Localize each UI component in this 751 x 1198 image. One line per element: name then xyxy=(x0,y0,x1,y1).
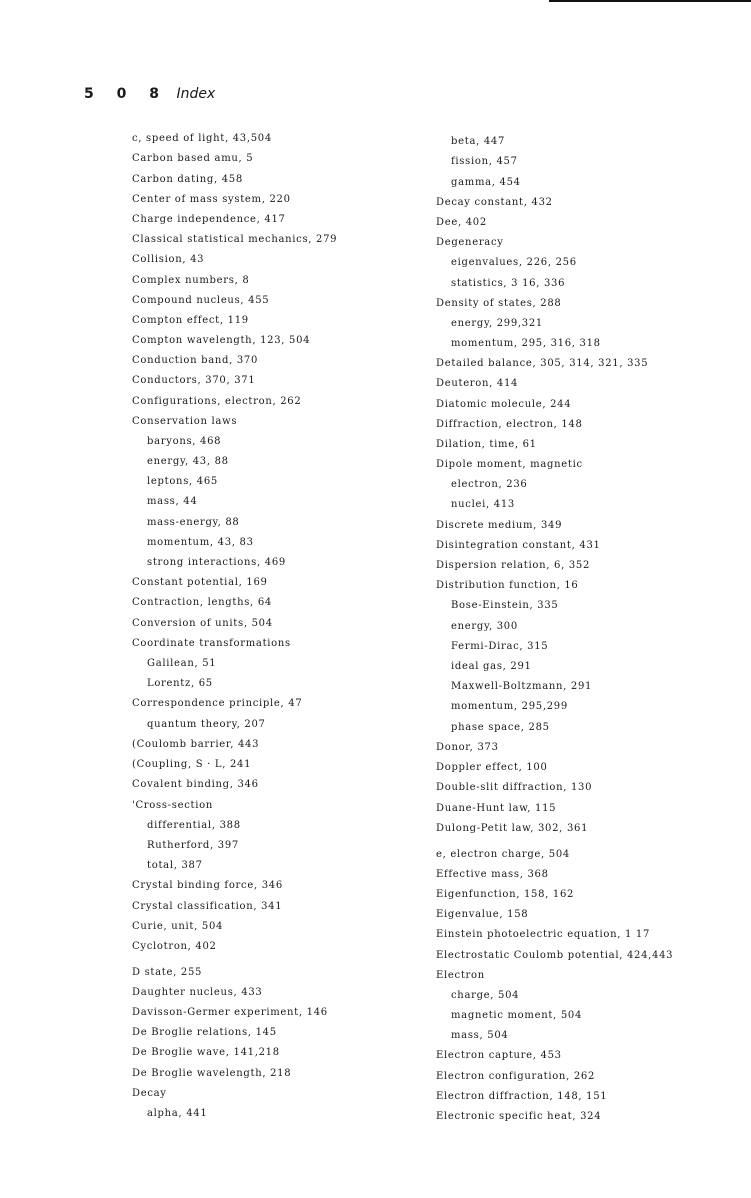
index-subentry: Fermi-Dirac, 315 xyxy=(451,641,549,652)
index-subentry: momentum, 43, 83 xyxy=(147,537,254,548)
index-entry: Electrostatic Coulomb potential, 424,443 xyxy=(436,950,674,961)
index-entry: Crystal classification, 341 xyxy=(132,901,283,912)
index-entry: Effective mass, 368 xyxy=(436,869,549,880)
index-subentry: Maxwell-Boltzmann, 291 xyxy=(451,681,593,692)
index-entry: Decay xyxy=(132,1088,167,1099)
index-subentry: energy, 300 xyxy=(451,621,518,632)
index-entry: Classical statistical mechanics, 279 xyxy=(132,234,338,245)
index-subentry: Rutherford, 397 xyxy=(147,840,239,851)
index-entry: Conversion of units, 504 xyxy=(132,618,273,629)
index-subentry: Galilean, 51 xyxy=(147,658,217,669)
index-entry: Decay constant, 432 xyxy=(436,197,553,208)
index-entry: Compound nucleus, 455 xyxy=(132,295,270,306)
index-subentry: alpha, 441 xyxy=(147,1108,208,1119)
index-entry: Collision, 43 xyxy=(132,254,205,265)
index-subentry: momentum, 295,299 xyxy=(451,701,568,712)
index-subentry: ideal gas, 291 xyxy=(451,661,532,672)
index-entry: (Coupling, S · L, 241 xyxy=(132,759,252,770)
index-entry: Diffraction, electron, 148 xyxy=(436,419,583,430)
index-entry: Coordinate transformations xyxy=(132,638,291,649)
index-entry: Dipole moment, magnetic xyxy=(436,459,583,470)
index-entry: Davisson-Germer experiment, 146 xyxy=(132,1007,328,1018)
index-entry: Conduction band, 370 xyxy=(132,355,259,366)
index-entry: Electron diffraction, 148, 151 xyxy=(436,1091,608,1102)
index-subentry: energy, 299,321 xyxy=(451,318,543,329)
index-entry: Crystal binding force, 346 xyxy=(132,880,283,891)
index-subentry: baryons, 468 xyxy=(147,436,222,447)
index-subentry: electron, 236 xyxy=(451,479,528,490)
page-header xyxy=(84,86,215,102)
index-entry: Density of states, 288 xyxy=(436,298,562,309)
index-entry: Contraction, lengths, 64 xyxy=(132,597,272,608)
index-entry: Electron xyxy=(436,970,485,981)
index-subentry: phase space, 285 xyxy=(451,722,550,733)
index-entry: Complex numbers, 8 xyxy=(132,275,250,286)
index-entry: Dilation, time, 61 xyxy=(436,439,537,450)
index-entry: Deuteron, 414 xyxy=(436,378,519,389)
index-entry: Carbon based amu, 5 xyxy=(132,153,254,164)
index-entry: Conductors, 370, 371 xyxy=(132,375,256,386)
index-entry: Distribution function, 16 xyxy=(436,580,579,591)
index-subentry: charge, 504 xyxy=(451,990,520,1001)
index-entry: De Broglie wave, 141,218 xyxy=(132,1047,280,1058)
index-entry: Covalent binding, 346 xyxy=(132,779,259,790)
top-rule xyxy=(549,0,751,2)
index-entry: Electron capture, 453 xyxy=(436,1050,562,1061)
index-entry: (Coulomb barrier, 443 xyxy=(132,739,260,750)
index-subentry: energy, 43, 88 xyxy=(147,456,229,467)
index-subentry: fission, 457 xyxy=(451,156,518,167)
index-entry: Discrete medium, 349 xyxy=(436,520,563,531)
index-entry: Electron configuration, 262 xyxy=(436,1071,596,1082)
index-subentry: beta, 447 xyxy=(451,136,506,147)
index-entry: Doppler effect, 100 xyxy=(436,762,548,773)
index-entry: Dee, 402 xyxy=(436,217,487,228)
index-subentry: Bose-Einstein, 335 xyxy=(451,600,559,611)
index-subentry: nuclei, 413 xyxy=(451,499,515,510)
index-entry: c, speed of light, 43,504 xyxy=(132,133,272,144)
page-title: Index xyxy=(176,86,216,102)
index-entry: D state, 255 xyxy=(132,967,203,978)
index-entry: Einstein photoelectric equation, 1 17 xyxy=(436,929,651,940)
index-subentry: total, 387 xyxy=(147,860,203,871)
index-subentry: statistics, 3 16, 336 xyxy=(451,278,566,289)
index-entry: Compton wavelength, 123, 504 xyxy=(132,335,311,346)
index-entry: Daughter nucleus, 433 xyxy=(132,987,263,998)
index-entry: Detailed balance, 305, 314, 321, 335 xyxy=(436,358,649,369)
index-entry: Eigenvalue, 158 xyxy=(436,909,529,920)
index-subentry: momentum, 295, 316, 318 xyxy=(451,338,601,349)
index-subentry: quantum theory, 207 xyxy=(147,719,266,730)
index-entry: Compton effect, 119 xyxy=(132,315,249,326)
index-entry: Conservation laws xyxy=(132,416,238,427)
index-entry: Disintegration constant, 431 xyxy=(436,540,601,551)
index-subentry: differential, 388 xyxy=(147,820,241,831)
index-entry: Eigenfunction, 158, 162 xyxy=(436,889,575,900)
index-entry: Charge independence, 417 xyxy=(132,214,286,225)
index-entry: Duane-Hunt law, 115 xyxy=(436,803,557,814)
index-subentry: mass, 44 xyxy=(147,496,198,507)
index-subentry: eigenvalues, 226, 256 xyxy=(451,257,577,268)
index-subentry: mass, 504 xyxy=(451,1030,509,1041)
index-subentry: magnetic moment, 504 xyxy=(451,1010,583,1021)
index-entry: De Broglie relations, 145 xyxy=(132,1027,277,1038)
index-entry: Cyclotron, 402 xyxy=(132,941,217,952)
index-entry: Double-slit diffraction, 130 xyxy=(436,782,593,793)
index-entry: e, electron charge, 504 xyxy=(436,849,570,860)
index-entry: Constant potential, 169 xyxy=(132,577,268,588)
index-entry: 'Cross-section xyxy=(132,800,213,811)
index-entry: Dulong-Petit law, 302, 361 xyxy=(436,823,589,834)
index-subentry: mass-energy, 88 xyxy=(147,517,240,528)
index-entry: Degeneracy xyxy=(436,237,504,248)
index-subentry: Lorentz, 65 xyxy=(147,678,213,689)
index-subentry: leptons, 465 xyxy=(147,476,218,487)
index-entry: Electronic specific heat, 324 xyxy=(436,1111,602,1122)
index-entry: Diatomic molecule, 244 xyxy=(436,399,572,410)
index-entry: Center of mass system, 220 xyxy=(132,194,291,205)
index-entry: Dispersion relation, 6, 352 xyxy=(436,560,591,571)
index-subentry: strong interactions, 469 xyxy=(147,557,286,568)
index-entry: Correspondence principle, 47 xyxy=(132,698,303,709)
index-entry: Configurations, electron, 262 xyxy=(132,396,302,407)
page-number: 5 0 8 xyxy=(84,86,168,102)
index-entry: Curie, unit, 504 xyxy=(132,921,224,932)
index-entry: De Broglie wavelength, 218 xyxy=(132,1068,292,1079)
index-subentry: gamma, 454 xyxy=(451,177,521,188)
index-entry: Donor, 373 xyxy=(436,742,499,753)
index-entry: Carbon dating, 458 xyxy=(132,174,243,185)
